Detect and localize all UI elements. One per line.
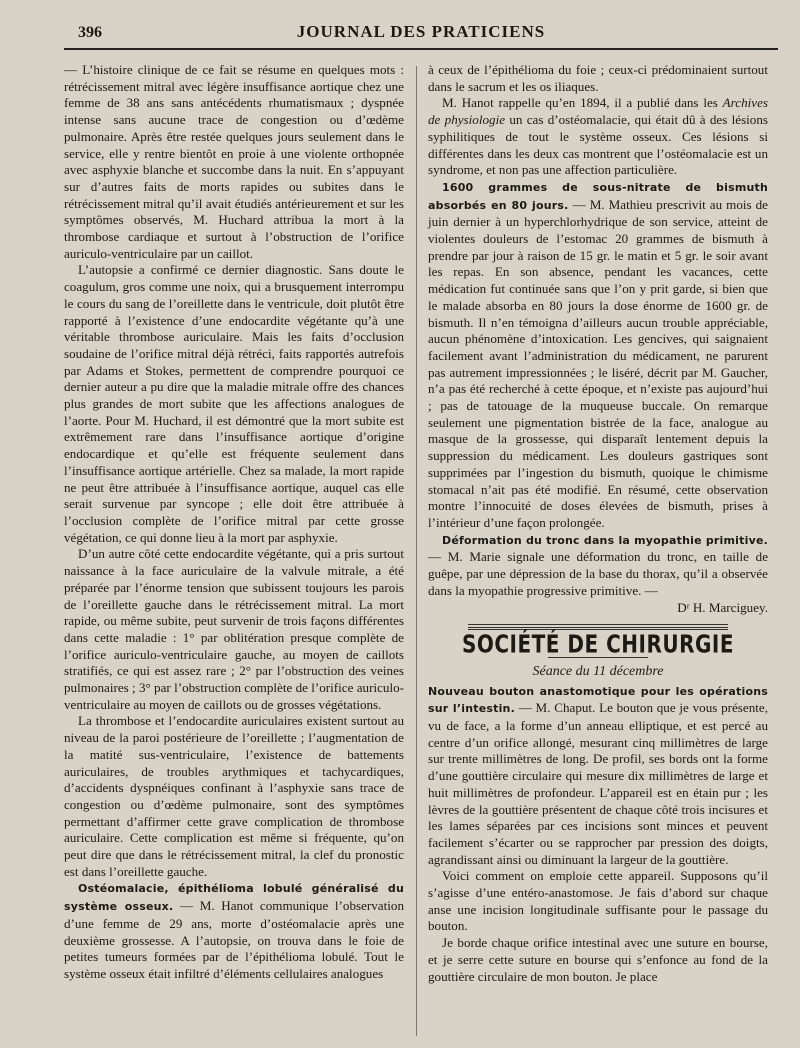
run-in-heading: Nouveau bouton anastomotique pour les opérations sur l’intestin. [428,684,768,716]
paragraph: Je borde chaque orifice intestinal avec une suture en bourse, et je serre cette suture en bourse qui s’enfonce au fond de la gouttière circulaire de mon bouton. Je place [428,935,768,984]
run-in-heading: Déformation du tronc dans la myopathie primitive. [442,533,768,547]
section-title: SOCIÉTÉ DE CHIRURGIE [461,629,735,660]
paragraph: à ceux de l’épithélioma du foie ; ceux-ci prédominaient surtout dans le sacrum et les os iliaques. [428,62,768,94]
article-text: — M. Mathieu prescrivit au mois de juin dernier à un hyperchlorhydrique de son service, atteint de violentes douleurs de l’estomac 20 grammes de bismuth à prendre par jour à raison de 15 gr. le matin et 5 gr. le soir avant les repas. En son absence, pendant les vacances, cette médication fut continuée sans que l’on y prit garde, si bien que le malade absorba en 80 jours la dose énorme de 1600 gr. de bismuth. Il n’en témoigna d’ailleurs aucun trouble appréciable, aucun phénomène d’intoxication. Les gencives, qui saignaient facilement avant l’administration du médicament, ne parurent pas autrement impressionnées ; le liséré, décrit par M. Gaucher, n’a pas été recherché à cette époque, et n’existe pas aujourd’hui ; pas de tatouage de la muqueuse buccale. On remarque seulement une pigmentation bistrée de la face, analogue au masque de la grossesse, qui disparaît lentement depuis la suppression du médicament. Les douleurs gastriques sont supprimées par l’ingestion du bismuth, quoique le chimisme stomacal n’ait pas été modifié. En résumé, cette observation montre l’innocuité de doses élevées de bismuth, prises à l’intérieur d’une façon prolongée. [428,196,768,530]
article-text: — M. Chaput. Le bouton que je vous présente, vu de face, a la forme d’un anneau elliptique, et est percé au centre d’un orifice allongé, mesurant cinq millimètres de large sur trente millimètres de long. De profil, ses bords ont la forme d’une gouttière circulaire qui mesure dix millimètres de large et huit millimètres de profondeur. L’appareil est en étain pur ; les lèvres de la gouttière présentent de chaque côté trois incisures et les lames séparées par ces incisions sont minces et peuvent facilement s’écarter ou se rapprocher par pression des doigts, agrandissant ainsi ou diminuant la largeur de la gouttière. [428,700,768,867]
two-column-body [64,62,780,1042]
journal-reference: Archives de physiologie [428,95,768,128]
session-date: Séance du 11 décembre [532,663,664,679]
paragraph-text: M. Hanot rappelle qu’en 1894, il a publié dans les [442,95,723,111]
running-header [64,18,778,50]
article-paragraph [428,683,768,869]
paragraph: D’un autre côté cette endocardite végétante, qui a pris surtout naissance à la face auriculaire de la valvule mitrale, a été préparée par l’énorme tension que subissent toujours les parois de l’oreillette gauche dans le rétrécissement mitral. La mort rapide, ou même subite, peut survenir de trois façons différentes dans cette maladie : 1° par oblitération presque complète de l’orifice auriculo-ventriculaire gauche, au moyen de caillots stratifiés, ce qui est assez rare ; 2° par l’obstruction des veines pulmonaires ; 3° par l’obstruction complète de l’orifice auriculo-ventriculaire au moyen de caillots ou de grosses végétations. [64,546,404,712]
article-text: — M. Hanot communique l’observation d’une femme de 29 ans, morte d’ostéomalacie après une deuxième grossesse. A l’autopsie, on trouva dans le foie de petites tumeurs formées par de l’épithélioma lobulé. Tout le système osseux était infiltré d’éléments cellulaires analogues [64,898,404,981]
article-text: — M. Marie signale une déformation du tronc, en taille de guêpe, par une dépression de la base du thorax, qu’il a observée dans la myopathie progressive primitive. — [428,549,768,598]
run-in-heading: Ostéomalacie, épithélioma lobulé généralisé du système osseux. [64,882,404,914]
article-paragraph [428,532,768,600]
journal-title: JOURNAL DES PRATICIENS [296,22,546,41]
paragraph: Voici comment on emploie cette appareil. Supposons qu’il s’agisse d’une entéro-anastomose. Je fais d’abord sur chaque anse une incision longitudinale suffisante pour le passage du bouton. [428,868,768,934]
article-paragraph [428,179,768,532]
paragraph-text: un cas d’ostéomalacie, qui était dû à des lésions syphilitiques de tout le système osseux. Ces lésions si différentes dans les deux cas montrent que l’ostéomalacie est un syndrome, et non pas une affection particulière. [428,112,769,178]
right-column [428,62,768,985]
left-column [64,62,404,983]
paragraph: La thrombose et l’endocardite auriculaires existent surtout au niveau de la paroi postérieure de l’oreillette ; l’augmentation de la matité sus-ventriculaire, l’existence de battements auriculaires, de troubles arythmiques et tachycardiques, d’accidents dyspnéiques confinant à l’asphyxie sans trace de congestion ou d’œdème pulmonaire, sont des symptômes permettant d’affirmer cette grave complication de thrombose auriculaire. Cette complication est même si fréquente, qu’on peut dire que dans le rétrécissement mitral, la clef du pronostic est dans l’oreillette gauche. [64,713,404,879]
paragraph [428,95,768,179]
run-in-heading: 1600 grammes de sous-nitrate de bismuth absorbés en 80 jours. [428,180,768,212]
paragraph: — L’histoire clinique de ce fait se résume en quelques mots : rétrécissement mitral avec légère insuffisance aortique chez une femme de 38 ans sans antécédents rhumatismaux ; dyspnée intense sans aucune trace de congestion ou d’œdème pulmonaire. Après être restée quelques jours seulement dans le service, elle y rentre bientôt en proie à une violente orthopnée avec asphyxie blanche et succombe dans la nuit. En s’appuyant sur d’autres faits de morts rapides ou subites dans le rétrécissement mitral qu’il avait étudiés antérieurement et sur les symptômes observés, M. Huchard attribua la mort à la thrombose cardiaque et surtout à l’obstruction de l’orifice auriculo-ventriculaire par un caillot. [64,62,404,261]
paragraph: L’autopsie a confirmé ce dernier diagnostic. Sans doute le coagulum, gros comme une noix, qui a brusquement interrompu le cours du sang de l’oreillette dans le ventricule, doit plutôt être rapporté à l’existence d’une endocardite végétante qu’à une véritable thrombose auriculaire. Mais les faits d’occlusion soudaine de l’orifice mitral déjà rétréci, faits rapportés autrefois par Adams et Stokes, permettent de comprendre pourquoi ce dernier auteur a pu dire que la maladie mitrale offre des chances plus grandes de mort subite que les affections analogues de l’aorte. Pour M. Huchard, il est démontré que la mort subite est extrêmement rare dans l’insuffisance aortique d’origine endocardique et qu’elle est fréquente seulement dans l’insuffisance aortique artérielle. Chez sa malade, la mort rapide ne peut être attribuée à l’insuffisance aortique, auquel cas elle serait survenue par syncope ; elle doit être attribuée à l’occlusion complète de l’orifice mitral par cette grosse végétation, ce qui donne lieu à la mort par asphyxie. [64,262,404,545]
column-divider [416,66,417,1036]
page-number: 396 [78,24,102,41]
author-signature: Dʳ H. Marciguey. [677,599,768,615]
article-paragraph [64,880,404,982]
